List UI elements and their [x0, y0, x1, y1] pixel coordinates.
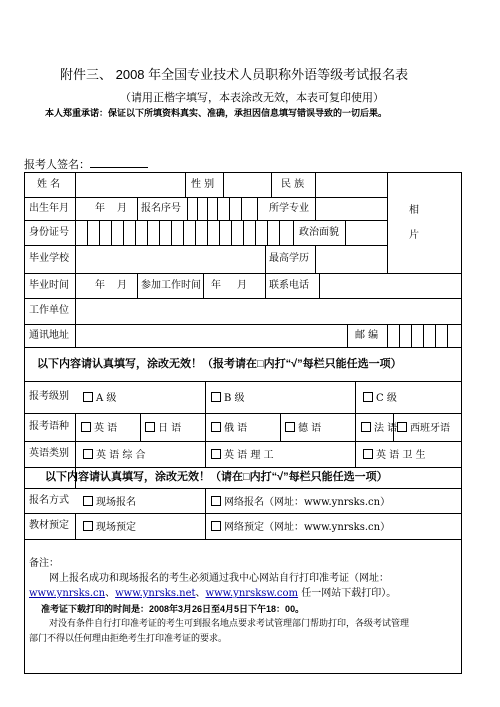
registration-form-table — [24, 172, 462, 674]
label-id-no: 身份证号 — [29, 227, 69, 238]
label-name: 姓 名 — [37, 179, 61, 190]
label-grad-month: 月 — [117, 280, 127, 291]
english-type-science[interactable]: 英 语 理 工 — [211, 449, 274, 461]
label-english-type: 英语类别 — [29, 448, 69, 459]
label-month: 月 — [117, 203, 127, 214]
remarks-line-2: www.ynrsks.cn、www.ynrsks.net、www.ynrsksw.com 任一网站下载打印）。 — [29, 588, 397, 599]
label-politics: 政治面貌 — [299, 227, 339, 238]
label-ethnicity: 民 族 — [281, 179, 305, 190]
checkbox[interactable] — [211, 521, 221, 531]
checkbox[interactable] — [83, 392, 93, 402]
label-grad-year: 年 — [95, 280, 105, 291]
link-ynrsks-cn[interactable]: www.ynrsks.cn — [29, 588, 106, 599]
checkbox[interactable] — [211, 422, 221, 432]
remarks-line-3: 对没有条件自行打印准考证的考生可到报名地点要求考试管理部门帮助打印，各级考试管理 — [49, 619, 410, 629]
checkbox[interactable] — [363, 392, 373, 402]
label-education: 最高学历 — [269, 253, 309, 264]
link-ynrsksw-com[interactable]: www.ynrsksw.com — [205, 588, 299, 599]
label-major: 所学专业 — [269, 203, 309, 214]
checkbox[interactable] — [211, 392, 221, 402]
label-reg-method: 报名方式 — [29, 495, 69, 506]
level-option-a[interactable]: A 级 — [83, 392, 116, 404]
book-order-online[interactable]: 网络预定（网址：www.ynrsks.cn） — [211, 521, 390, 533]
book-order-onsite[interactable]: 现场预定 — [83, 521, 136, 533]
label-birth: 出生年月 — [29, 203, 69, 214]
checkbox[interactable] — [81, 422, 91, 432]
remarks-line-4: 部门不得以任何理由拒绝考生打印准考证的要求。 — [29, 634, 228, 644]
photo-label-2: 片 — [409, 230, 419, 241]
language-option-german[interactable]: 德 语 — [285, 422, 321, 434]
section-heading-2: 以下内容请认真填写，涂改无效！（请在□内打“√”每栏只能任选一项） — [45, 471, 388, 483]
language-option-english[interactable]: 英 语 — [81, 422, 117, 434]
label-employer: 工作单位 — [29, 305, 69, 316]
label-address: 通讯地址 — [29, 330, 69, 341]
label-school: 毕业学校 — [29, 253, 69, 264]
label-book-order: 教材预定 — [29, 520, 69, 531]
label-reg-no: 报名序号 — [141, 203, 181, 214]
language-option-french[interactable]: 法 语 — [361, 422, 397, 434]
checkbox[interactable] — [397, 422, 407, 432]
checkbox[interactable] — [285, 422, 295, 432]
signature-field[interactable] — [90, 156, 148, 168]
checkbox[interactable] — [211, 449, 221, 459]
pledge-text: 本人郑重承诺：保证以下所填资料真实、准确，承担因信息填写错误导致的一切后果。 — [45, 108, 388, 118]
link-ynrsks-net[interactable]: www.ynrsks.net — [115, 588, 196, 599]
level-option-b[interactable]: B 级 — [211, 392, 245, 404]
label-grad-time: 毕业时间 — [29, 280, 69, 291]
checkbox[interactable] — [211, 496, 221, 506]
english-type-health[interactable]: 英 语 卫 生 — [363, 449, 426, 461]
remarks-line-1: 网上报名成功和现场报名的考生必须通过我中心网站自行打印准考证（网址： — [49, 573, 389, 584]
label-level: 报考级别 — [29, 391, 69, 402]
signer-label: 报考人签名： — [24, 158, 90, 171]
label-work-start: 参加工作时间 — [141, 280, 201, 291]
reg-method-online[interactable]: 网络报名（网址：www.ynrsks.cn） — [211, 496, 390, 508]
remarks-label: 备注： — [29, 558, 59, 569]
section-heading-1: 以下内容请认真填写，涂改无效！（报考请在□内打“√”每栏只能任选一项） — [37, 358, 402, 370]
checkbox[interactable] — [145, 422, 155, 432]
label-year: 年 — [95, 203, 105, 214]
checkbox[interactable] — [361, 422, 371, 432]
label-postcode: 邮 编 — [355, 330, 379, 341]
signer-line — [24, 156, 148, 170]
language-option-japanese[interactable]: 日 语 — [145, 422, 181, 434]
checkbox[interactable] — [83, 496, 93, 506]
label-gender: 性 别 — [191, 179, 215, 190]
checkbox[interactable] — [83, 449, 93, 459]
checkbox[interactable] — [363, 449, 373, 459]
label-language: 报考语种 — [29, 421, 69, 432]
language-option-russian[interactable]: 俄 语 — [211, 422, 247, 434]
label-work-year: 年 — [211, 280, 221, 291]
reg-method-onsite[interactable]: 现场报名 — [83, 496, 136, 508]
label-phone: 联系电话 — [269, 280, 309, 291]
instruction-text: （请用正楷字填写，本表涂改无效，本表可复印使用） — [120, 91, 384, 104]
checkbox[interactable] — [83, 521, 93, 531]
print-time-note: 准考证下载打印的时间是：2008年3月26日至4月5日下午18：00。 — [41, 604, 305, 614]
level-option-c[interactable]: C 级 — [363, 392, 397, 404]
english-type-general[interactable]: 英 语 综 合 — [83, 449, 146, 461]
photo-label-1: 相 — [409, 205, 419, 216]
language-option-spanish[interactable]: 西班牙语 — [397, 422, 450, 434]
form-title: 附件三、 2008 年全国专业技术人员职称外语等级考试报名表 — [60, 67, 409, 82]
label-work-month: 月 — [237, 280, 247, 291]
